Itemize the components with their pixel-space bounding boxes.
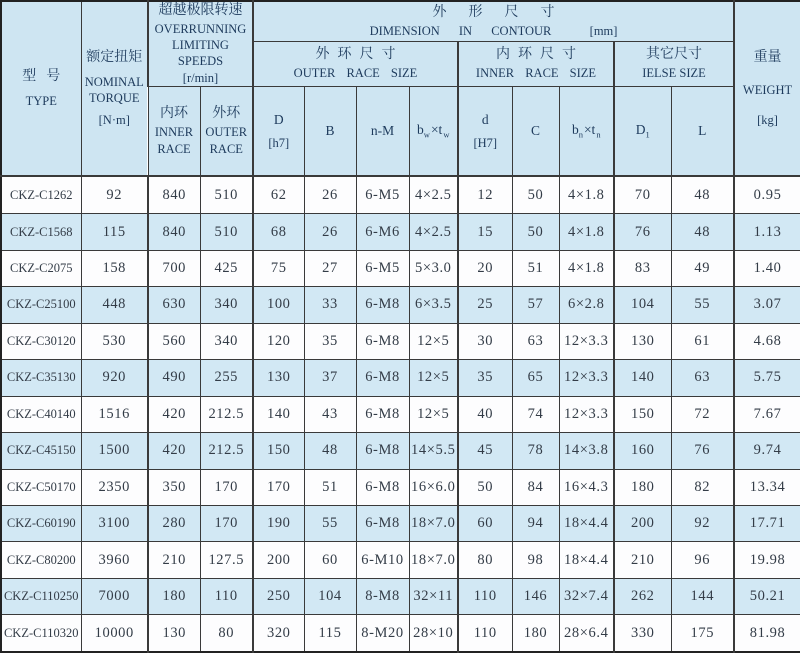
cell-L: 175 [671,615,734,653]
cell-bw-tw: 32×11 [409,578,458,614]
cell-bn-tn: 32×7.4 [559,578,614,614]
cell-d: 35 [458,360,512,396]
cell-bn-tn: 14×3.8 [559,433,614,469]
cell-L: 48 [671,214,734,250]
cell-B: 33 [304,287,356,323]
cell-D1: 130 [614,323,671,359]
table-row [1,505,800,541]
header-outer-race-size [253,41,458,86]
cell-outer-race-speed: 510 [200,214,253,250]
cell-C: 50 [512,176,559,213]
cell-type: CKZ-C30120 [1,323,81,359]
header-outer-size-zh: 外环尺寸 [315,47,404,63]
header-col-B: B [304,86,356,176]
cell-inner-race-speed: 420 [148,396,200,432]
cell-D: 170 [253,469,304,505]
cell-type: CKZ-C110250 [1,578,81,614]
cell-bn-tn: 4×1.8 [559,176,614,213]
cell-bn-tn: 6×2.8 [559,287,614,323]
header-else-size [614,41,734,86]
cell-d: 25 [458,287,512,323]
cell-d: 12 [458,176,512,213]
header-overrunning-speeds [148,1,253,86]
cell-B: 35 [304,323,356,359]
header-inner-size-zh: 内环尺寸 [496,47,584,63]
cell-D: 68 [253,214,304,250]
table-row [1,176,800,213]
cell-D1: 76 [614,214,671,250]
cell-outer-race-speed: 212.5 [200,396,253,432]
cell-bn-tn: 16×4.3 [559,469,614,505]
cell-type: CKZ-C1262 [1,176,81,213]
cell-C: 74 [512,396,559,432]
cell-bn-tn: 28×6.4 [559,615,614,653]
cell-B: 26 [304,214,356,250]
cell-inner-race-speed: 210 [148,542,200,578]
cell-inner-race-speed: 840 [148,214,200,250]
cell-d: 110 [458,615,512,653]
cell-n-M: 6-M5 [356,176,409,213]
table-row [1,214,800,250]
cell-L: 49 [671,250,734,286]
cell-n-M: 6-M8 [356,360,409,396]
cell-bn-tn: 18×4.4 [559,505,614,541]
cell-inner-race-speed: 280 [148,505,200,541]
cell-bw-tw: 5×3.0 [409,250,458,286]
cell-n-M: 8-M20 [356,615,409,653]
cell-L: 55 [671,287,734,323]
cell-weight: 50.21 [734,578,800,614]
cell-outer-race-speed: 212.5 [200,433,253,469]
cell-d: 45 [458,433,512,469]
header-type-zh: 型号 [22,69,71,85]
cell-bw-tw: 6×3.5 [409,287,458,323]
cell-C: 180 [512,615,559,653]
header-col-bntn: $b_n\times t_n$ [559,86,614,176]
cell-d: 15 [458,214,512,250]
cell-bw-tw: 4×2.5 [409,214,458,250]
cell-bn-tn: 18×4.4 [559,542,614,578]
cell-nominal-torque: 448 [81,287,148,323]
cell-inner-race-speed: 560 [148,323,200,359]
cell-d: 60 [458,505,512,541]
cell-d: 40 [458,396,512,432]
header-dimension-en: DIMENSION IN CONTOUR [mm] [369,23,618,38]
header-dimension [253,1,734,41]
cell-bn-tn: 4×1.8 [559,250,614,286]
header-inner-race-zh: 内环 [160,106,188,122]
cell-type: CKZ-C50170 [1,469,81,505]
cell-D: 75 [253,250,304,286]
header-type-en: TYPE [25,94,57,109]
cell-type: CKZ-C60190 [1,505,81,541]
cell-type: CKZ-C1568 [1,214,81,250]
cell-outer-race-speed: 255 [200,360,253,396]
cell-D: 62 [253,176,304,213]
cell-d: 80 [458,542,512,578]
cell-D1: 70 [614,176,671,213]
cell-nominal-torque: 92 [81,176,148,213]
table-row [1,360,800,396]
header-speeds-zh: 超越极限转速 [158,3,243,18]
cell-outer-race-speed: 170 [200,505,253,541]
header-col-C: C [512,86,559,176]
cell-inner-race-speed: 490 [148,360,200,396]
header-dimension-unit: [mm] [589,23,618,38]
cell-D: 150 [253,433,304,469]
cell-nominal-torque: 530 [81,323,148,359]
cell-outer-race-speed: 340 [200,323,253,359]
table-header [1,1,800,176]
cell-B: 48 [304,433,356,469]
cell-weight: 1.40 [734,250,800,286]
cell-weight: 13.34 [734,469,800,505]
table-body [1,176,800,652]
cell-bw-tw: 4×2.5 [409,176,458,213]
cell-type: CKZ-C40140 [1,396,81,432]
header-torque-en2: TORQUE [89,91,140,106]
cell-B: 55 [304,505,356,541]
header-inner-race-size [458,41,614,86]
cell-nominal-torque: 7000 [81,578,148,614]
table-row [1,433,800,469]
header-outer-race-speed [200,86,253,176]
cell-n-M: 6-M8 [356,469,409,505]
header-torque-zh: 额定扭矩 [86,49,143,65]
header-inner-race-en2: RACE [157,141,191,156]
cell-n-M: 8-M8 [356,578,409,614]
cell-D1: 210 [614,542,671,578]
header-col-D-unit: [h7] [268,135,290,150]
cell-L: 48 [671,176,734,213]
header-inner-size-en: INNER RACE SIZE [475,66,597,81]
cell-type: CKZ-C35130 [1,360,81,396]
cell-weight: 81.98 [734,615,800,653]
cell-bw-tw: 16×6.0 [409,469,458,505]
cell-nominal-torque: 158 [81,250,148,286]
cell-L: 82 [671,469,734,505]
cell-nominal-torque: 3960 [81,542,148,578]
cell-nominal-torque: 1500 [81,433,148,469]
cell-d: 30 [458,323,512,359]
header-torque-en1: NOMINAL [84,74,144,89]
cell-outer-race-speed: 170 [200,469,253,505]
cell-L: 76 [671,433,734,469]
table-row [1,287,800,323]
cell-bw-tw: 28×10 [409,615,458,653]
header-col-D [253,86,304,176]
cell-outer-race-speed: 80 [200,615,253,653]
cell-outer-race-speed: 340 [200,287,253,323]
header-col-L: L [671,86,734,176]
cell-B: 51 [304,469,356,505]
table-row [1,615,800,653]
cell-D: 320 [253,615,304,653]
cell-D1: 83 [614,250,671,286]
cell-n-M: 6-M8 [356,287,409,323]
cell-B: 37 [304,360,356,396]
cell-L: 61 [671,323,734,359]
cell-D: 250 [253,578,304,614]
cell-D: 200 [253,542,304,578]
table-row [1,578,800,614]
cell-inner-race-speed: 420 [148,433,200,469]
cell-weight: 17.71 [734,505,800,541]
cell-C: 146 [512,578,559,614]
cell-inner-race-speed: 350 [148,469,200,505]
cell-type: CKZ-C25100 [1,287,81,323]
table-row [1,542,800,578]
cell-outer-race-speed: 510 [200,176,253,213]
cell-nominal-torque: 115 [81,214,148,250]
cell-D: 100 [253,287,304,323]
header-type [1,1,81,176]
cell-weight: 19.98 [734,542,800,578]
cell-type: CKZ-C110320 [1,615,81,653]
cell-bn-tn: 4×1.8 [559,214,614,250]
cell-type: CKZ-C80200 [1,542,81,578]
cell-n-M: 6-M8 [356,396,409,432]
header-dimension-zh: 外形尺寸 [432,4,577,20]
cell-C: 50 [512,214,559,250]
table-row [1,396,800,432]
header-speeds-en2: LIMITING SPEEDS [172,38,229,69]
cell-B: 27 [304,250,356,286]
cell-nominal-torque: 3100 [81,505,148,541]
table-row [1,469,800,505]
cell-D1: 330 [614,615,671,653]
cell-d: 50 [458,469,512,505]
cell-n-M: 6-M6 [356,214,409,250]
cell-weight: 1.13 [734,214,800,250]
cell-n-M: 6-M10 [356,542,409,578]
header-else-size-en: IELSE SIZE [642,66,706,81]
cell-D1: 180 [614,469,671,505]
cell-type: CKZ-C45150 [1,433,81,469]
cell-weight: 5.75 [734,360,800,396]
cell-bn-tn: 12×3.3 [559,396,614,432]
cell-B: 104 [304,578,356,614]
cell-L: 144 [671,578,734,614]
cell-n-M: 6-M5 [356,250,409,286]
header-weight-zh: 重量 [753,50,782,65]
cell-L: 72 [671,396,734,432]
header-else-size-zh: 其它尺寸 [646,47,703,63]
cell-D: 130 [253,360,304,396]
cell-outer-race-speed: 110 [200,578,253,614]
cell-inner-race-speed: 130 [148,615,200,653]
header-nominal-torque [81,1,148,176]
header-col-bwtw: $b_w\times t_w$ [409,86,458,176]
cell-C: 51 [512,250,559,286]
cell-C: 98 [512,542,559,578]
cell-D1: 262 [614,578,671,614]
cell-D: 120 [253,323,304,359]
cell-bn-tn: 12×3.3 [559,360,614,396]
cell-B: 115 [304,615,356,653]
header-col-d-base: d [481,112,489,128]
cell-inner-race-speed: 180 [148,578,200,614]
header-speeds-unit: [r/min] [182,70,219,85]
cell-D1: 104 [614,287,671,323]
cell-weight: 0.95 [734,176,800,213]
header-weight [734,1,800,176]
cell-weight: 7.67 [734,396,800,432]
header-col-d-unit: [H7] [473,135,498,150]
header-inner-race-en1: INNER [154,125,194,140]
cell-bn-tn: 12×3.3 [559,323,614,359]
cell-bw-tw: 12×5 [409,396,458,432]
table-row [1,323,800,359]
cell-D1: 140 [614,360,671,396]
cell-outer-race-speed: 425 [200,250,253,286]
cell-d: 20 [458,250,512,286]
cell-weight: 9.74 [734,433,800,469]
header-torque-unit: [N·m] [98,113,130,128]
cell-bw-tw: 18×7.0 [409,542,458,578]
header-col-D-base: D [273,112,284,128]
cell-C: 84 [512,469,559,505]
cell-outer-race-speed: 127.5 [200,542,253,578]
cell-d: 110 [458,578,512,614]
header-col-nM: n-M [356,86,409,176]
cell-bw-tw: 12×5 [409,323,458,359]
cell-nominal-torque: 920 [81,360,148,396]
cell-weight: 4.68 [734,323,800,359]
cell-weight: 3.07 [734,287,800,323]
cell-D1: 160 [614,433,671,469]
cell-inner-race-speed: 840 [148,176,200,213]
cell-C: 78 [512,433,559,469]
header-outer-size-en: OUTER RACE SIZE [293,66,418,81]
header-outer-race-en2: RACE [209,141,243,156]
cell-D1: 150 [614,396,671,432]
cell-n-M: 6-M8 [356,323,409,359]
cell-B: 26 [304,176,356,213]
cell-L: 63 [671,360,734,396]
cell-L: 96 [671,542,734,578]
cell-C: 63 [512,323,559,359]
cell-C: 57 [512,287,559,323]
header-outer-race-en1: OUTER [205,125,248,140]
cell-type: CKZ-C2075 [1,250,81,286]
cell-n-M: 6-M8 [356,433,409,469]
header-speeds-en1: OVERRUNNING [154,21,247,36]
cell-D1: 200 [614,505,671,541]
cell-n-M: 6-M8 [356,505,409,541]
header-col-D1: $D_1$ [614,86,671,176]
cell-nominal-torque: 2350 [81,469,148,505]
cell-bw-tw: 12×5 [409,360,458,396]
header-outer-race-zh: 外环 [212,106,241,122]
header-weight-unit: [kg] [757,113,778,128]
cell-bw-tw: 14×5.5 [409,433,458,469]
cell-D: 140 [253,396,304,432]
cell-nominal-torque: 10000 [81,615,148,653]
header-weight-en: WEIGHT [742,82,793,97]
cell-D: 190 [253,505,304,541]
cell-C: 94 [512,505,559,541]
cell-inner-race-speed: 630 [148,287,200,323]
cell-C: 65 [512,360,559,396]
cell-B: 43 [304,396,356,432]
cell-L: 92 [671,505,734,541]
cell-B: 60 [304,542,356,578]
header-inner-race-speed [148,86,200,176]
cell-inner-race-speed: 700 [148,250,200,286]
cell-bw-tw: 18×7.0 [409,505,458,541]
header-col-d [458,86,512,176]
cell-nominal-torque: 1516 [81,396,148,432]
table-row [1,250,800,286]
